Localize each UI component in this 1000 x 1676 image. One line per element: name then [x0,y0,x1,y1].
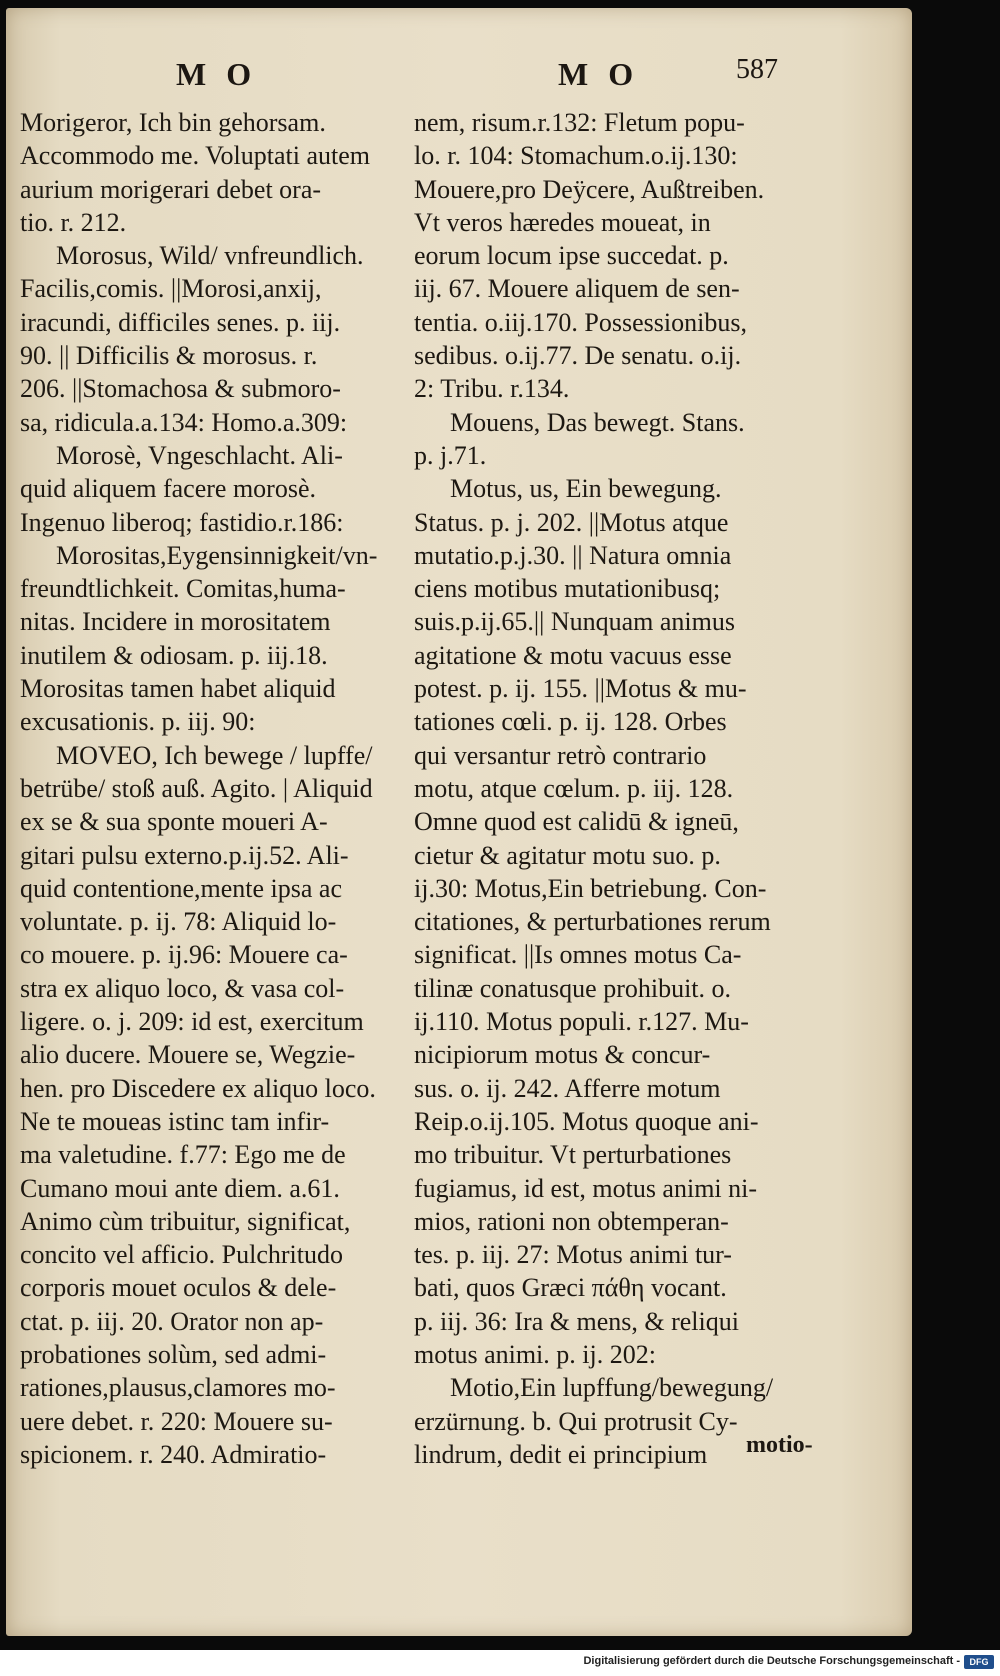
text-line: Status. p. j. 202. ||Motus atque [414,507,729,537]
text-line: tes. p. iij. 27: Motus animi tur- [414,1240,732,1270]
text-line: Mouere,pro Deÿcere, Außtreiben. [414,174,765,204]
text-line: tentia. o.iij.170. Possessionibus, [414,307,747,337]
text-line: mo tribuitur. Vt perturbationes [414,1140,732,1170]
text-line: MOVEO, Ich bewege / lupffe/ [56,740,373,770]
right-column [414,106,840,1471]
text-line: probationes solùm, sed admi- [20,1339,327,1369]
text-line: mutatio.p.j.30. || Natura omnia [414,540,732,570]
text-line: p. iij. 36: Ira & mens, & reliqui [414,1306,739,1336]
text-line: quid aliquem facere morosè. [20,474,316,504]
text-line: betrübe/ stoß auß. Agito. | Aliquid [20,773,373,803]
text-line: lo. r. 104: Stomachum.o.ij.130: [414,141,738,171]
text-line: Motio,Ein lupffung/bewegung/ [450,1373,774,1403]
running-head-right: M O [558,56,640,92]
text-line: lindrum, dedit ei principium [414,1439,708,1469]
text-line: sus. o. ij. 242. Afferre motum [414,1073,721,1103]
running-head-left: M O [176,56,258,92]
text-line: Ingenuo liberoq; fastidio.r.186: [20,507,344,537]
text-line: alio ducere. Mouere se, Wegzie- [20,1040,356,1070]
text-line: nicipiorum motus & concur- [414,1040,711,1070]
text-line: inutilem & odiosam. p. iij.18. [20,640,328,670]
text-line: sa, ridicula.a.134: Homo.a.309: [20,407,348,437]
text-line: ligere. o. j. 209: id est, exercitum [20,1007,364,1037]
text-line: iracundi, difficiles senes. p. iij. [20,307,341,337]
text-line: concito vel afficio. Pulchritudo [20,1240,343,1270]
text-line: 206. ||Stomachosa & submoro- [20,374,341,404]
text-line: spicionem. r. 240. Admiratio- [20,1439,327,1469]
text-line: Morosè, Vngeschlacht. Ali- [56,440,343,470]
text-line: ex se & sua sponte moueri A- [20,807,328,837]
text-line: erzürnung. b. Qui protrusit Cy- [414,1406,738,1436]
page-number: 587 [736,54,778,85]
text-line: Mouens, Das bewegt. Stans. [450,407,745,437]
text-line: fugiamus, id est, motus animi ni- [414,1173,758,1203]
text-line: Morigeror, Ich bin gehorsam. [20,108,326,137]
text-line: Reip.o.ij.105. Motus quoque ani- [414,1106,759,1136]
text-line: ciens motibus mutationibusq; [414,574,721,604]
text-line: hen. pro Discedere ex aliquo loco. [20,1073,376,1103]
catchword: motio- [746,1432,813,1458]
text-line: qui versantur retrò contrario [414,740,707,770]
text-line: sedibus. o.ij.77. De senatu. o.ij. [414,341,742,371]
text-line: 90. || Difficilis & morosus. r. [20,341,318,371]
text-line: Morositas tamen habet aliquid [20,674,336,704]
text-line: iij. 67. Mouere aliquem de sen- [414,274,740,304]
text-line: ij.110. Motus populi. r.127. Mu- [414,1007,749,1037]
text-line: Ne te moueas istinc tam infir- [20,1106,330,1136]
text-line: quid contentione,mente ipsa ac [20,873,343,903]
funding-credit: Digitalisierung gefördert durch die Deutsche Forschungsgemeinschaft - [583,1655,960,1667]
text-line: significat. ||Is omnes motus Ca- [414,940,742,970]
text-line: suis.p.ij.65.|| Nunquam animus [414,607,735,637]
text-line: nem, risum.r.132: Fletum popu- [414,108,745,137]
text-line: voluntate. p. ij. 78: Aliquid lo- [20,907,337,937]
text-line: nitas. Incidere in morositatem [20,607,331,637]
text-line: 2: Tribu. r.134. [414,374,570,404]
text-line: agitatione & motu vacuus esse [414,640,732,670]
text-line: citationes, & perturbationes rerum [414,907,771,937]
text-line: eorum locum ipse succedat. p. [414,241,729,271]
text-line: Animo cùm tribuitur, significat, [20,1206,351,1236]
text-line: Morositas,Eygensinnigkeit/vn- [56,540,378,570]
text-line: Accommodo me. Voluptati autem [20,141,370,171]
text-line: tio. r. 212. [20,207,127,237]
text-line: Cumano moui ante diem. a.61. [20,1173,340,1203]
text-line: bati, quos Græci πάθη vocant. [414,1273,727,1303]
text-line: Omne quod est calidū & igneū, [414,807,739,837]
text-line: mios, rationi non obtemperan- [414,1206,729,1236]
text-line: corporis mouet oculos & dele- [20,1273,337,1303]
text-line: uere debet. r. 220: Mouere su- [20,1406,333,1436]
footer-bar [0,1650,1000,1676]
dfg-logo[interactable]: DFG [964,1655,994,1669]
text-line: freundtlichkeit. Comitas,huma- [20,574,346,604]
book-page [6,8,912,1636]
text-line: aurium morigerari debet ora- [20,174,322,204]
text-line: ij.30: Motus,Ein betriebung. Con- [414,873,767,903]
left-column [20,106,412,1471]
text-line: cietur & agitatur motu suo. p. [414,840,721,870]
text-line: ma valetudine. f.77: Ego me de [20,1140,346,1170]
text-line: p. j.71. [414,440,487,470]
text-line: co mouere. p. ij.96: Mouere ca- [20,940,348,970]
text-line: Morosus, Wild/ vnfreundlich. [56,241,364,271]
text-line: gitari pulsu externo.p.ij.52. Ali- [20,840,349,870]
text-line: motus animi. p. ij. 202: [414,1339,656,1369]
text-line: stra ex aliquo loco, & vasa col- [20,973,345,1003]
text-line: Vt veros hæredes moueat, in [414,207,711,237]
text-line: Facilis,comis. ||Morosi,anxij, [20,274,322,304]
text-line: excusationis. p. iij. 90: [20,707,256,737]
text-line: tilinæ conatusque prohibuit. o. [414,973,732,1003]
text-line: ctat. p. iij. 20. Orator non ap- [20,1306,324,1336]
text-line: tationes cœli. p. ij. 128. Orbes [414,707,727,737]
text-line: potest. p. ij. 155. ||Motus & mu- [414,674,747,704]
text-line: motu, atque cœlum. p. iij. 128. [414,773,734,803]
text-line: rationes,plausus,clamores mo- [20,1373,336,1403]
text-line: Motus, us, Ein bewegung. [450,474,722,504]
